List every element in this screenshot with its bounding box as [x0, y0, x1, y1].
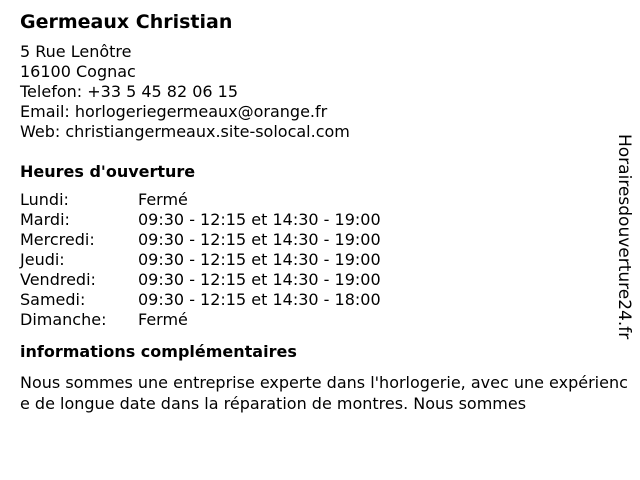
- business-card: [20, 10, 630, 414]
- business-description: Nous sommes une entreprise experte dans l'horlogerie, avec une expérience de longue date dans la réparation de montres. Nous sommes: [20, 373, 628, 413]
- phone-line: Telefon: +33 5 45 82 06 15: [20, 82, 239, 101]
- hours-value: Fermé: [138, 190, 188, 209]
- day-label: Mardi:: [20, 210, 70, 229]
- opening-hours-table: [20, 190, 630, 330]
- hours-value: 09:30 - 12:15 et 14:30 - 19:00: [138, 210, 381, 229]
- site-watermark: Horairesdouverture24.fr: [614, 134, 634, 340]
- hours-row-wednesday: [20, 230, 630, 250]
- hours-value: Fermé: [138, 310, 188, 329]
- opening-hours-title: Heures d'ouverture: [20, 162, 196, 181]
- hours-row-sunday: [20, 310, 630, 330]
- hours-value: 09:30 - 12:15 et 14:30 - 19:00: [138, 230, 381, 249]
- email-line: Email: horlogeriegermeaux@orange.fr: [20, 102, 328, 121]
- hours-value: 09:30 - 12:15 et 14:30 - 19:00: [138, 270, 381, 289]
- day-label: Jeudi:: [20, 250, 65, 269]
- day-label: Samedi:: [20, 290, 86, 309]
- address-city: 16100 Cognac: [20, 62, 136, 81]
- hours-value: 09:30 - 12:15 et 14:30 - 18:00: [138, 290, 381, 309]
- day-label: Dimanche:: [20, 310, 107, 329]
- hours-row-thursday: [20, 250, 630, 270]
- hours-row-monday: [20, 190, 630, 210]
- day-label: Vendredi:: [20, 270, 96, 289]
- additional-info-title: informations complémentaires: [20, 342, 297, 361]
- day-label: Lundi:: [20, 190, 69, 209]
- hours-value: 09:30 - 12:15 et 14:30 - 19:00: [138, 250, 381, 269]
- hours-row-friday: [20, 270, 630, 290]
- hours-row-saturday: [20, 290, 630, 310]
- hours-row-tuesday: [20, 210, 630, 230]
- day-label: Mercredi:: [20, 230, 95, 249]
- web-line: Web: christiangermeaux.site-solocal.com: [20, 122, 350, 141]
- business-name: Germeaux Christian: [20, 11, 233, 33]
- address-street: 5 Rue Lenôtre: [20, 42, 132, 61]
